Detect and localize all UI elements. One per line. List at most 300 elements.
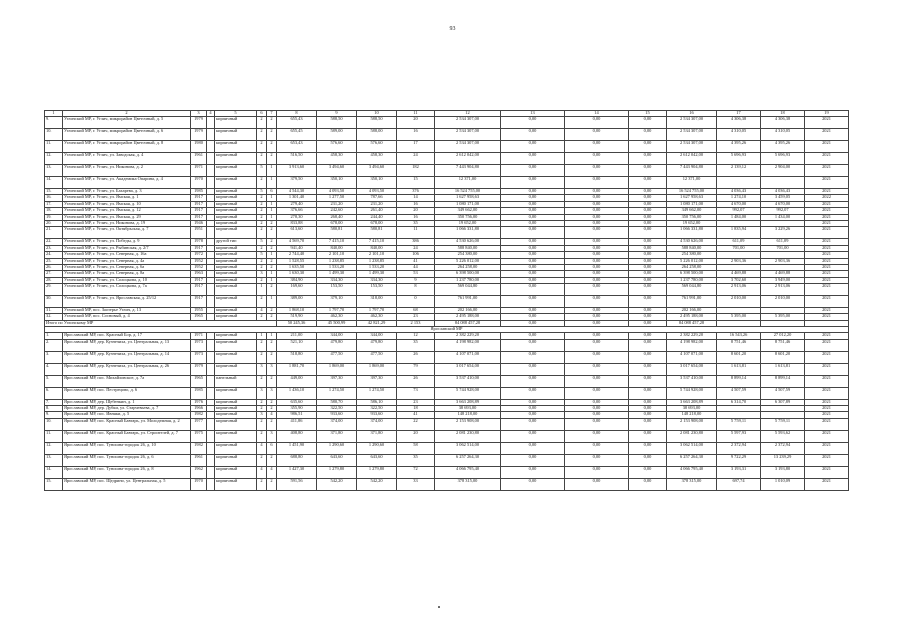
table-cell: 411,86 xyxy=(277,418,317,430)
table-cell xyxy=(717,177,761,189)
table-cell: 2021 xyxy=(805,314,849,320)
table-cell: 2021 xyxy=(805,363,849,375)
table-cell: 350,10 xyxy=(317,177,357,189)
table-cell: 542,20 xyxy=(317,478,357,490)
table-cell: 0,00 xyxy=(629,189,667,195)
table-cell: 701,00 xyxy=(761,245,805,251)
table-cell: 2 xyxy=(267,351,277,363)
table-cell: 1972 xyxy=(191,252,207,258)
table-cell: 9. xyxy=(45,117,63,129)
table-cell: 8 601,20 xyxy=(717,351,761,363)
table-cell xyxy=(207,375,215,387)
table-cell: 3 229,26 xyxy=(761,227,805,239)
table-cell: 2021 xyxy=(805,333,849,339)
column-header: 2 xyxy=(63,111,191,117)
address-cell: Ярославский МР, пос. Ивняки, д. 5 xyxy=(63,412,191,418)
table-cell: кирпичный xyxy=(215,406,257,412)
table-cell: 1 xyxy=(267,208,277,214)
table-cell: 1 499,30 xyxy=(317,271,357,277)
table-cell: 19 652,00 xyxy=(667,220,717,226)
table-cell: 576,60 xyxy=(317,141,357,153)
table-cell: 106 xyxy=(397,252,435,258)
address-cell: Угличский МР, г. Углич, ул. Солоцкова, д. 7а xyxy=(63,284,191,296)
table-cell: 2 xyxy=(267,339,277,351)
total-cell: 0,00 xyxy=(501,320,565,326)
table-cell: 1 484,00 xyxy=(717,214,761,220)
table-cell: 376 xyxy=(397,189,435,195)
table-cell: 0,00 xyxy=(629,406,667,412)
table-cell: 7 443 904,80 xyxy=(435,165,501,177)
table-cell: 374,00 xyxy=(357,418,397,430)
table-cell: 840,00 xyxy=(317,245,357,251)
table-cell: кирпичный xyxy=(215,258,257,264)
table-cell: 576,60 xyxy=(357,141,397,153)
table-cell: 1 080 171,00 xyxy=(435,201,501,207)
table-cell: 1 290,60 xyxy=(357,442,397,454)
table-cell: 2021 xyxy=(805,141,849,153)
table-cell: 3 xyxy=(267,387,277,399)
table-cell: 2 744,40 xyxy=(277,252,317,258)
total-cell: 84 088 457,28 xyxy=(667,320,717,326)
table-cell: 3 193,31 xyxy=(717,466,761,478)
table-cell: 3 062 514,00 xyxy=(667,442,717,454)
table-cell: 148 218,00 xyxy=(435,412,501,418)
table-cell: 0,00 xyxy=(629,220,667,226)
table-cell: 0,00 xyxy=(565,375,629,387)
table-cell: 24. xyxy=(45,252,63,258)
table-cell: 2 xyxy=(257,117,267,129)
table-cell: 1 066 331,80 xyxy=(435,227,501,239)
table-cell: 16 543,26 xyxy=(717,333,761,339)
table-cell: 0,00 xyxy=(629,271,667,277)
table-cell: кирпичный xyxy=(215,277,257,283)
address-cell: Угличский МР, г. Углич, ул. Северная, д. 6а xyxy=(63,264,191,270)
table-cell: 19 652,00 xyxy=(435,220,501,226)
table-cell: 2021 xyxy=(805,189,849,195)
table-cell: 389,00 xyxy=(277,296,317,308)
table-cell: панельный xyxy=(215,375,257,387)
table-cell: 1962 xyxy=(191,466,207,478)
table-cell: 0,00 xyxy=(629,177,667,189)
table-cell: 35 xyxy=(397,454,435,466)
table-cell: 6 314,70 xyxy=(717,399,761,405)
data-table xyxy=(44,110,849,491)
table-cell: 16 524 755,00 xyxy=(667,189,717,195)
address-cell: Ярославский МР, пос. Красный Бавтарь, ул. Молодежная, д. 2 xyxy=(63,418,191,430)
table-cell: 0,00 xyxy=(565,387,629,399)
table-cell: кирпичный xyxy=(215,271,257,277)
table-cell: 1917 xyxy=(191,284,207,296)
table-cell: 1963 xyxy=(191,271,207,277)
table-cell: 1982 xyxy=(191,412,207,418)
table-cell: кирпичный xyxy=(215,117,257,129)
table-cell: 516,50 xyxy=(277,153,317,165)
table-cell: 4 310,05 xyxy=(761,129,805,141)
table-row xyxy=(45,363,849,375)
table-cell: 4 198 982,00 xyxy=(667,339,717,351)
table-cell: 0,00 xyxy=(629,153,667,165)
table-cell: 2022 xyxy=(805,195,849,201)
table-cell: 0,00 xyxy=(629,165,667,177)
table-cell: 12 xyxy=(397,333,435,339)
table-cell: 4. xyxy=(45,363,63,375)
table-cell: 2 534 307,00 xyxy=(667,141,717,153)
table-cell: 1 010,09 xyxy=(761,478,805,490)
table-cell: кирпичный xyxy=(215,165,257,177)
table-cell: 2 xyxy=(257,227,267,239)
table-cell: 1 797,70 xyxy=(317,308,357,314)
table-cell: 0,00 xyxy=(629,129,667,141)
table-cell: 588,50 xyxy=(317,117,357,129)
total-cell: 0,00 xyxy=(629,320,667,326)
table-cell: 408,80 xyxy=(277,430,317,442)
total-cell: 2 153 xyxy=(397,320,435,326)
table-cell: 72 xyxy=(397,466,435,478)
table-cell: 2 xyxy=(267,418,277,430)
table-cell: 588 840,00 xyxy=(667,245,717,251)
table-cell: 22 xyxy=(397,418,435,430)
table-cell: 0,00 xyxy=(565,454,629,466)
table-cell: 1 627 958,63 xyxy=(667,195,717,201)
table-cell: 0,00 xyxy=(629,227,667,239)
table-cell: 462,30 xyxy=(357,314,397,320)
table-cell: 2021 xyxy=(805,339,849,351)
table-row xyxy=(45,141,849,153)
table-cell: 0,00 xyxy=(565,478,629,490)
table-cell: 38 693,00 xyxy=(667,406,717,412)
table-cell: 397,30 xyxy=(357,375,397,387)
table-cell: 1 797,70 xyxy=(357,308,397,314)
table-cell: 761 991,00 xyxy=(667,296,717,308)
address-cell: Ярославский МР, пос. Красный Бавтарь, ул. Строителей, д. 7 xyxy=(63,430,191,442)
table-cell: 2 495 188,00 xyxy=(435,314,501,320)
table-cell: 4 530 626,00 xyxy=(435,239,501,245)
table-cell: 376,66 xyxy=(277,208,317,214)
table-cell: 1 279,80 xyxy=(357,466,397,478)
table-row xyxy=(45,454,849,466)
table-cell: 8. xyxy=(45,406,63,412)
table-cell: 5 xyxy=(257,165,267,177)
table-cell: 2 382 229,20 xyxy=(435,333,501,339)
table-row xyxy=(45,387,849,399)
table-cell: 2 101,10 xyxy=(357,252,397,258)
table-cell: 0,00 xyxy=(565,466,629,478)
table-cell: 279,40 xyxy=(277,201,317,207)
table-cell: 2021 xyxy=(805,165,849,177)
table-cell: кирпичный xyxy=(215,314,257,320)
table-cell: 0,00 xyxy=(565,271,629,277)
address-cell: Угличский МР, г. Углич, ул. Северная, д. 4а xyxy=(63,258,191,264)
table-cell: 2 xyxy=(257,201,267,207)
table-cell: 4 306,38 xyxy=(717,117,761,129)
table-cell: 0,00 xyxy=(629,454,667,466)
table-cell: 611,09 xyxy=(761,239,805,245)
table-cell: 3 xyxy=(267,430,277,442)
column-header: 17 xyxy=(717,111,761,117)
table-cell: 254 380,00 xyxy=(435,252,501,258)
table-cell: 27 012,20 xyxy=(761,333,805,339)
table-cell: 653,43 xyxy=(277,141,317,153)
address-cell: Ярославский МР, пос. Красный Бор, д. 17 xyxy=(63,333,191,339)
table-row xyxy=(45,466,849,478)
table-cell: 16 524 755,00 xyxy=(435,189,501,195)
table-cell: кирпичный xyxy=(215,214,257,220)
table-cell: 611,09 xyxy=(717,239,761,245)
table-cell: кирпичный xyxy=(215,351,257,363)
table-cell: 20. xyxy=(45,220,63,226)
table-cell: 2021 xyxy=(805,375,849,387)
table-cell: 16 xyxy=(397,129,435,141)
table-cell: 16. xyxy=(45,195,63,201)
table-cell: 1917 xyxy=(191,245,207,251)
table-cell: 21. xyxy=(45,227,63,239)
table-cell: 3 537 410,00 xyxy=(435,375,501,387)
table-cell: кирпичный xyxy=(215,430,257,442)
column-header: 5 xyxy=(215,111,257,117)
table-cell xyxy=(207,296,215,308)
table-cell: 0,00 xyxy=(501,245,565,251)
table-cell: 11. xyxy=(45,430,63,442)
table-cell: 678,00 xyxy=(357,220,397,226)
table-cell: 5 597,93 xyxy=(717,430,761,442)
table-cell: 1 451,90 xyxy=(277,442,317,454)
table-cell: 3 xyxy=(257,363,267,375)
table-cell: 1961 xyxy=(191,454,207,466)
table-cell: 588,50 xyxy=(357,117,397,129)
table-cell: 2021 xyxy=(805,271,849,277)
table-cell: 1979 xyxy=(191,363,207,375)
table-cell: 586,10 xyxy=(357,399,397,405)
table-cell: 0 xyxy=(397,296,435,308)
table-cell: 0,00 xyxy=(501,165,565,177)
table-cell: 1 274,50 xyxy=(357,387,397,399)
table-cell: 41 xyxy=(397,412,435,418)
table-cell: 0,00 xyxy=(629,239,667,245)
table-cell: кирпичный xyxy=(215,264,257,270)
table-cell: 2 xyxy=(257,258,267,264)
table-cell xyxy=(207,141,215,153)
table-cell: 5 395,00 xyxy=(761,314,805,320)
table-cell: 268,40 xyxy=(317,214,357,220)
table-cell: 18. xyxy=(45,208,63,214)
table-cell: кирпичный xyxy=(215,363,257,375)
table-cell: кирпичный xyxy=(215,220,257,226)
table-cell: 992,07 xyxy=(717,208,761,214)
table-cell: 3 494,60 xyxy=(357,165,397,177)
table-cell: 0,00 xyxy=(501,363,565,375)
table-cell: 0,00 xyxy=(565,195,629,201)
table-cell: 0,00 xyxy=(501,351,565,363)
table-cell: 580,70 xyxy=(317,399,357,405)
table-cell: 2021 xyxy=(805,153,849,165)
table-cell: 0,00 xyxy=(629,399,667,405)
table-cell: 2021 xyxy=(805,277,849,283)
table-cell: 0,00 xyxy=(501,314,565,320)
table-cell xyxy=(207,339,215,351)
table-cell: 148 218,00 xyxy=(667,412,717,418)
table-cell: 0,00 xyxy=(501,271,565,277)
table-cell: 2 534 307,00 xyxy=(435,129,501,141)
table-cell: 0,00 xyxy=(629,277,667,283)
table-cell: 2 xyxy=(267,239,277,245)
table-cell: 655,45 xyxy=(277,129,317,141)
table-cell: 4 507,59 xyxy=(717,387,761,399)
table-cell: 4 569,70 xyxy=(277,239,317,245)
table-cell: 10. xyxy=(45,418,63,430)
table-cell: 0,00 xyxy=(501,214,565,220)
address-cell: Угличский МР, г. Углич, ул. Солоцкова, д. 10 xyxy=(63,277,191,283)
address-cell: Угличский МР, г. Углич, микрорайон Цветочный, д. 6 xyxy=(63,129,191,141)
address-cell: Угличский МР, г. Углич, ул. Никонова, д. 19 xyxy=(63,220,191,226)
table-cell: 580,81 xyxy=(317,227,357,239)
table-cell: 0,00 xyxy=(501,406,565,412)
table-row xyxy=(45,227,849,239)
table-cell: 477,50 xyxy=(357,351,397,363)
table-cell: 2021 xyxy=(805,258,849,264)
table-cell: 0,00 xyxy=(565,399,629,405)
table-cell: 0,00 xyxy=(501,258,565,264)
table-cell: 1973 xyxy=(191,339,207,351)
table-cell: 3 663 208,89 xyxy=(435,399,501,405)
table-cell: 0,00 xyxy=(501,466,565,478)
table-cell: 2021 xyxy=(805,387,849,399)
table-cell: кирпичный xyxy=(215,195,257,201)
table-cell: 0,00 xyxy=(629,245,667,251)
table-cell: 334,30 xyxy=(357,277,397,283)
table-cell xyxy=(207,466,215,478)
table-cell: 643,60 xyxy=(317,454,357,466)
table-cell: 1917 xyxy=(191,208,207,214)
table-cell: 378 315,00 xyxy=(435,478,501,490)
table-cell: 941,40 xyxy=(277,245,317,251)
table-cell: 261,40 xyxy=(357,208,397,214)
table-cell: 1917 xyxy=(191,277,207,283)
table-cell: 449,00 xyxy=(277,375,317,387)
table-cell: 11. xyxy=(45,141,63,153)
table-cell: 5 226 012,00 xyxy=(667,258,717,264)
table-cell: 2 904,00 xyxy=(761,165,805,177)
address-cell: Угличский МР, г. Углич, ул. Заводская, д. 4 xyxy=(63,153,191,165)
table-cell xyxy=(207,177,215,189)
total-label: Итого по Угличскому МР xyxy=(45,320,277,326)
table-cell: 0,00 xyxy=(501,220,565,226)
table-cell: 211,00 xyxy=(277,333,317,339)
table-cell xyxy=(207,351,215,363)
table-cell: 2 xyxy=(267,258,277,264)
table-cell: 2021 xyxy=(805,351,849,363)
table-cell: кирпичный xyxy=(215,333,257,339)
table-cell: 2. xyxy=(45,339,63,351)
table-cell: 0,00 xyxy=(501,129,565,141)
table-cell: 2 xyxy=(257,351,267,363)
table-cell: 2 903,36 xyxy=(761,258,805,264)
table-cell: 10. xyxy=(45,129,63,141)
housing-repair-table xyxy=(44,110,848,491)
table-cell: кирпичный xyxy=(215,141,257,153)
address-cell: Ярославский МР, дер. Щебенкин, д. 1 xyxy=(63,399,191,405)
table-cell: 0,00 xyxy=(629,412,667,418)
table-cell: 1966 xyxy=(191,406,207,412)
table-cell: 2 xyxy=(267,308,277,314)
table-cell: 1 613,81 xyxy=(761,363,805,375)
table-cell xyxy=(207,117,215,129)
table-cell: 2 612 042,00 xyxy=(667,153,717,165)
table-cell: 521,10 xyxy=(277,339,317,351)
table-cell: 2 xyxy=(257,314,267,320)
total-cell: 45 500,99 xyxy=(317,320,357,326)
table-cell xyxy=(207,418,215,430)
table-cell: 0,00 xyxy=(629,308,667,314)
table-cell: 519,90 xyxy=(277,314,317,320)
table-cell: 73 xyxy=(397,387,435,399)
table-cell: 17. xyxy=(45,201,63,207)
table-cell: 1952 xyxy=(191,258,207,264)
table-cell: 697,74 xyxy=(717,478,761,490)
table-cell: 0,00 xyxy=(501,418,565,430)
table-cell: 0,00 xyxy=(629,258,667,264)
table-cell: 6 398 500,00 xyxy=(667,271,717,277)
table-cell: 688,80 xyxy=(277,454,317,466)
table-cell: 4 310,05 xyxy=(717,129,761,141)
address-cell: Угличский МР, г. Углич, ул. Никонова, д. 2 xyxy=(63,165,191,177)
table-cell: 33 xyxy=(397,478,435,490)
table-cell: 2 xyxy=(267,129,277,141)
table-cell: 2 xyxy=(267,478,277,490)
table-cell: 27. xyxy=(45,271,63,277)
table-cell: 23. xyxy=(45,245,63,251)
table-cell: 2 xyxy=(267,314,277,320)
column-header: 16 xyxy=(667,111,717,117)
table-cell: 4 469,88 xyxy=(717,271,761,277)
table-cell: 1951 xyxy=(191,227,207,239)
table-cell: 24 xyxy=(397,153,435,165)
table-cell: 3. xyxy=(45,351,63,363)
table-cell: 14 xyxy=(397,195,435,201)
table-cell: 5 759,11 xyxy=(717,418,761,430)
table-cell: 355,90 xyxy=(277,406,317,412)
table-cell: 8 751,46 xyxy=(717,339,761,351)
table-cell: 2021 xyxy=(805,466,849,478)
table-row xyxy=(45,478,849,490)
table-cell: 1975 xyxy=(191,430,207,442)
column-header: 15 xyxy=(629,111,667,117)
table-cell: 840,00 xyxy=(357,245,397,251)
table-cell: 678,00 xyxy=(317,220,357,226)
table-cell: 0,00 xyxy=(501,284,565,296)
table-cell: 2 xyxy=(267,399,277,405)
table-cell: 25. xyxy=(45,258,63,264)
table-cell: 2 xyxy=(257,153,267,165)
table-cell: 318,00 xyxy=(357,296,397,308)
table-cell: 0,00 xyxy=(565,296,629,308)
table-cell: 4 xyxy=(257,442,267,454)
table-cell: кирпичный xyxy=(215,245,257,251)
table-cell: 1 499,30 xyxy=(357,271,397,277)
table-cell: 264 258,00 xyxy=(667,264,717,270)
table-cell: 2021 xyxy=(805,284,849,296)
table-cell: 3 459,05 xyxy=(761,195,805,201)
address-cell: Ярославский МР, пос. Щедрино, ул. Центральная, д. 5 xyxy=(63,478,191,490)
table-cell: 591,56 xyxy=(277,478,317,490)
table-cell: 479,80 xyxy=(317,339,357,351)
table-cell: 7 443 904,80 xyxy=(667,165,717,177)
table-cell: 2 xyxy=(267,227,277,239)
table-cell: 3 017 654,00 xyxy=(667,363,717,375)
table-cell: 0,00 xyxy=(629,430,667,442)
total-cell: 0,00 xyxy=(565,320,629,326)
table-cell: 4 507,59 xyxy=(761,387,805,399)
table-cell xyxy=(207,284,215,296)
